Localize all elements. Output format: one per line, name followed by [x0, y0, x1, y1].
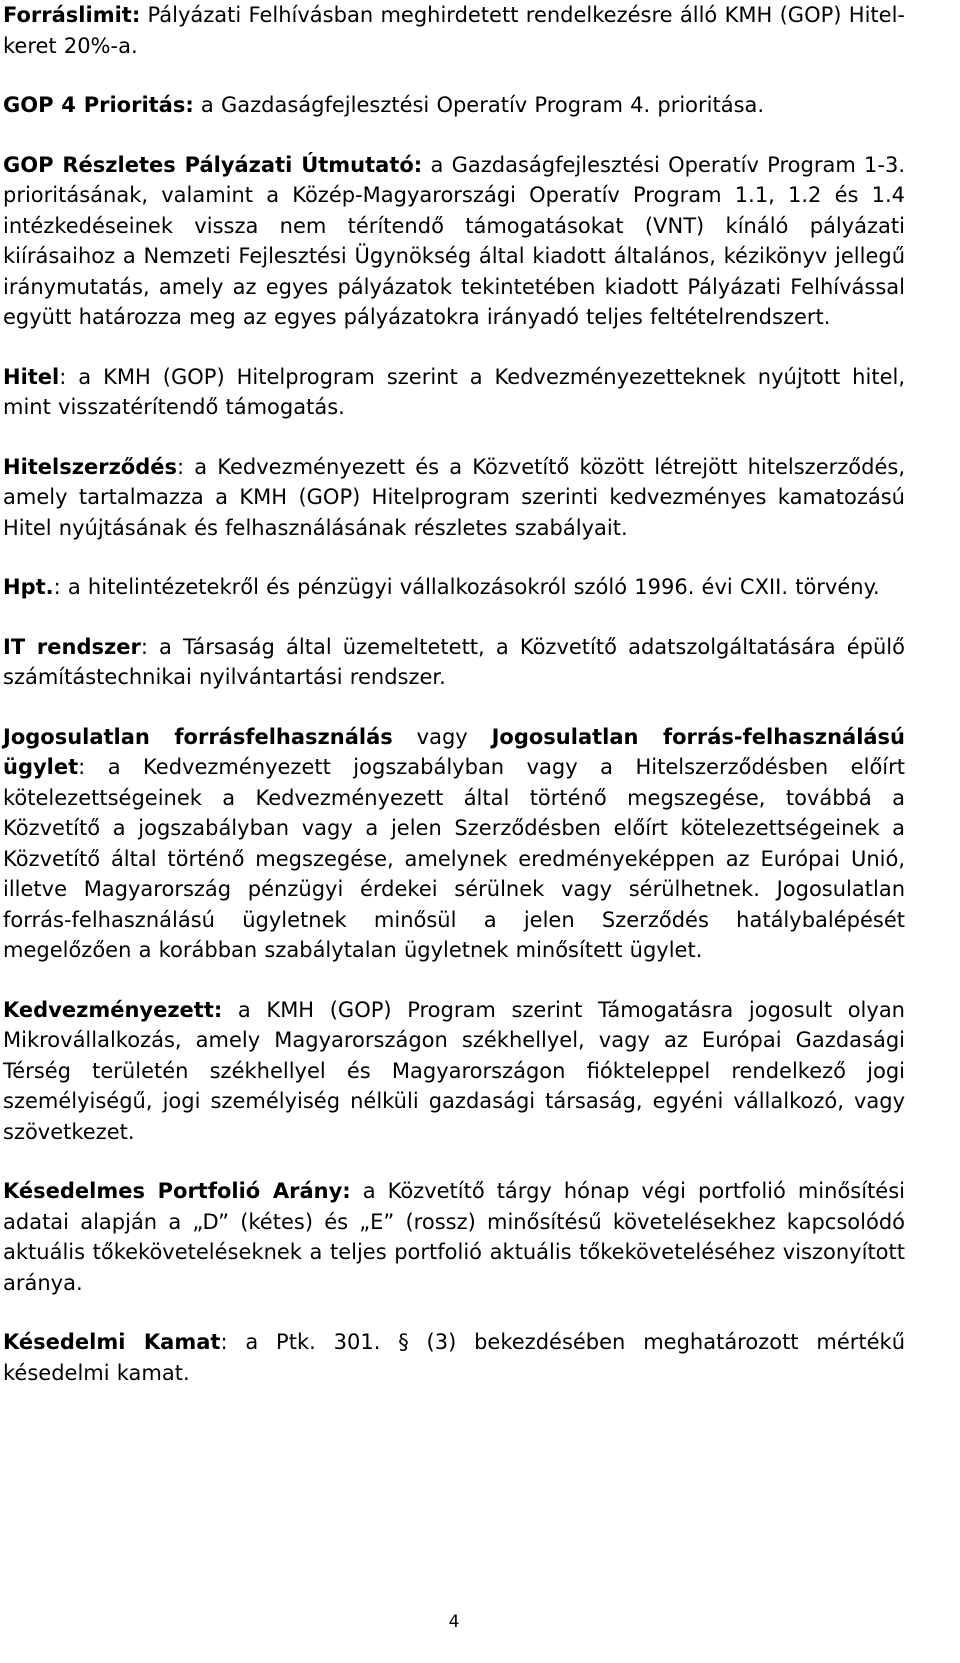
term-label: Késedelmes Portfolió Arány: — [3, 1179, 351, 1203]
term-label-alternate: Jogosulatlan forrás-felhasználású ügylet — [3, 724, 906, 779]
definition-it-rendszer — [3, 632, 905, 693]
term-label: GOP 4 Prioritás: — [3, 93, 194, 117]
definition-kesedelmes-portfolio-arany — [3, 1176, 905, 1298]
definition-jogosulatlan-forrasfelhasznalas — [3, 722, 905, 966]
definition-hitel — [3, 362, 905, 423]
definition-kesedelmi-kamat — [3, 1327, 905, 1388]
definition-text: : a Társaság által üzemeltetett, a Közvetítő adatszolgáltatására épülő számítástechnikai nyilvántartási rendszer. — [3, 634, 905, 689]
term-label: Késedelmi Kamat — [3, 1330, 221, 1354]
document-body — [3, 0, 905, 1417]
term-label: Hitelszerződés — [3, 454, 177, 479]
term-label: Kedvezményezett: — [3, 997, 223, 1022]
term-connector: vagy — [392, 724, 492, 749]
definition-text: Pályázati Felhívásban meghirdetett rendelkezésre álló KMH (GOP) Hitel-keret 20%-a. — [3, 3, 905, 58]
term-label: Jogosulatlan forrásfelhasználás — [3, 724, 393, 749]
definition-gop-4-prioritas — [3, 90, 905, 121]
definition-kedvezmenyezett — [3, 995, 905, 1148]
term-label: Hpt. — [3, 575, 54, 599]
definition-text: a Közvetítő tárgy hónap végi portfolió minősítési adatai alapján a „D” (kétes) és „E” (rossz) minősítésű követelésekhez kapcsolódó aktuális tőkeköveteléseknek a teljes portfolió aktuális tőkekövetelés​éhez viszonyított aránya. — [3, 1179, 905, 1295]
definition-hpt — [3, 572, 905, 603]
definition-forraslimit — [3, 0, 905, 61]
term-label: Hitel — [3, 364, 60, 389]
definition-text: a KMH (GOP) Program szerint Támogatásra jogosult olyan Mikrovállalkozás, amely Magyarországon székhellyel, vagy az Európai Gazdasági Térség területén székhellyel és Magyarországon fiókteleppel rendelkező jogi személyiségű, jogi személyiség nélküli gazdasági társaság, egyéni vállalkozó, vagy szövetkezet. — [3, 997, 905, 1144]
term-label: Forráslimit: — [3, 3, 141, 27]
definition-gop-reszletes-palyazati-utmutato — [3, 150, 905, 333]
definition-text: : a hitelintézetekről és pénzügyi vállalkozásokról szóló 1996. évi CXII. törvény. — [53, 575, 880, 599]
term-label: GOP Részletes Pályázati Útmutató: — [3, 152, 423, 177]
definition-text: a Gazdaságfejlesztési Operatív Program 4. prioritása. — [193, 93, 765, 117]
definition-text: : a Kedvezményezett és a Közvetítő között létrejött hitelszerződés, amely tartalmazza a KMH (GOP) Hitelprogram szerinti kedvezményes kamatozású Hitel nyújtásának és felhasználásának részletes szabályait. — [3, 454, 905, 540]
definition-hitelszerzodes — [3, 452, 905, 544]
definition-text: : a KMH (GOP) Hitelprogram szerint a Kedvezményezetteknek nyújtott hitel, mint visszatérítendő támogatás. — [3, 364, 905, 419]
definition-text: : a Kedvezményezett jogszabályban vagy a Hitelszerződésben előírt kötelezettségeinek a Kedvezményezett által történő megszegése, továbbá a Közvetítő a jogszabályban vagy a jelen Szerződésben előírt kötelezettségeinek a Közvetítő által történő megszegése, amelynek eredményeképpen az Európai Unió, illetve Magyarország pénzügyi érdekei sérülnek vagy sérülhetnek. Jogosulatlan forrás-felhasználású ügyletnek minősül a jelen Szerződés hatálybalépését megelőzően a korábban szabálytalan ügyletnek minősített ügylet. — [3, 755, 905, 962]
definition-text: : a Ptk. 301. § (3) bekezdésében meghatározott mértékű késedelmi kamat. — [3, 1330, 906, 1385]
page-number: 4 — [448, 1612, 460, 1632]
term-label: IT rendszer — [3, 634, 141, 659]
definition-text: a Gazdaságfejlesztési Operatív Program 1-3. prioritásának, valamint a Közép-Magyarországi Operatív Program 1.1, 1.2 és 1.4 intézkedéseinek vissza nem térítendő támogatásokat (VNT) kínáló pályázati kiírásaihoz a Nemzeti Fejlesztési Ügynökség által kiadott általános, kézikönyv jellegű iránymutatás, amely az egyes pályázatok tekintetében kiadott Pályázati Felhívással együtt határozza meg az egyes pályázatokra irányadó teljes feltételrendszert. — [3, 152, 906, 329]
